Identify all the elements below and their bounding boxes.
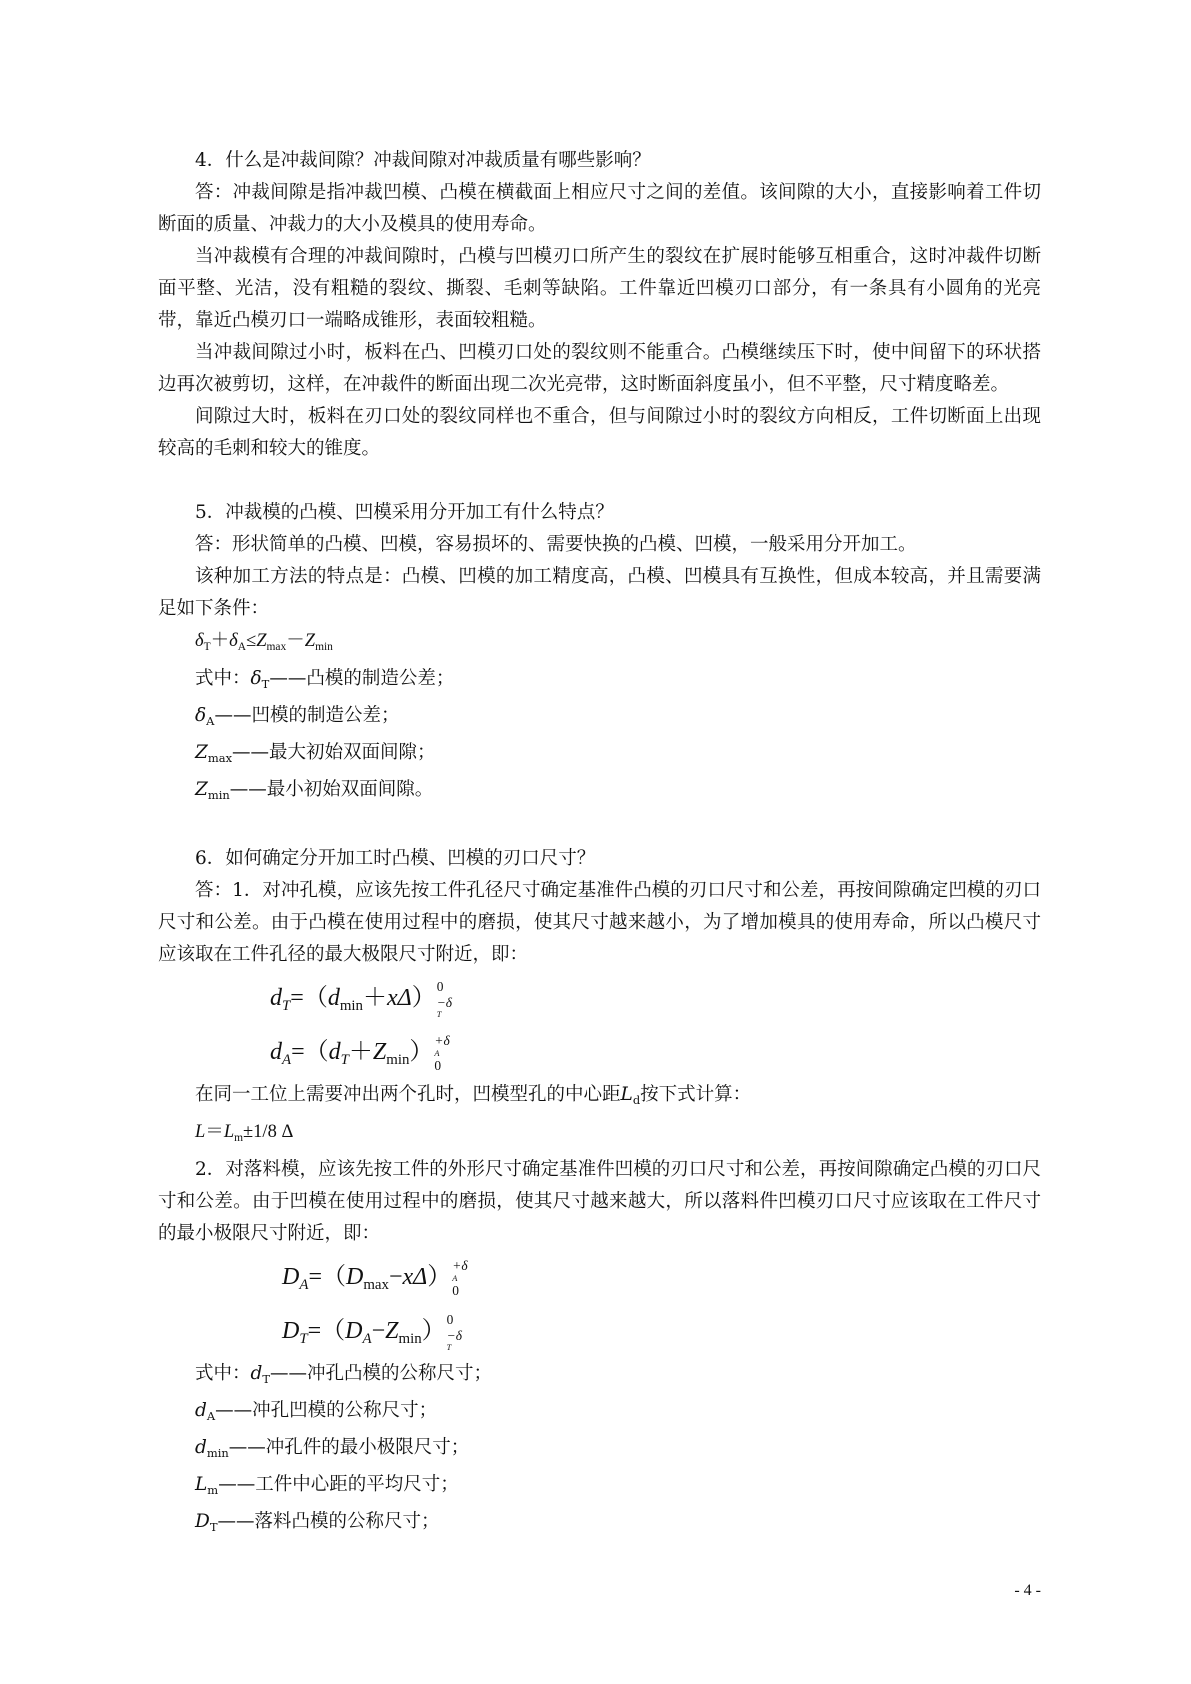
answer-6-paragraph-1: 答：1．对冲孔模，应该先按工件孔径尺寸确定基准件凸模的刃口尺寸和公差，再按间隙确定凹模的刃口尺寸和公差。由于凸模在使用过程中的磨损，使其尺寸越来越小，为了增加模具的使用寿命，所以凸模尺寸应该取在工件孔径的最大极限尺寸附近，即： [158,880,1041,965]
formula-center-distance: $L=L_m\pm 1/8$ Δ [195,1122,294,1144]
legend-item: $Z_{min}——$最小初始双面间隙。 [195,779,434,802]
answer-4-paragraph-3: 当冲裁间隙过小时，板料在凸、凹模刃口处的裂纹则不能重合。凸模继续压下时，使中间留下的环状搭边再次被剪切，这样，在冲裁件的断面出现二次光亮带，这时断面斜度虽小，但不平整，尺寸精度略差。 [158,342,1041,395]
question-6-heading: 6．如何确定分开加工时凸模、凹模的刃口尺寸？ [195,848,596,869]
legend-item: $D_T——$落料凸模的公称尺寸； [195,1511,440,1534]
tolerance-condition-formula: $\delta_T+\delta_A\le Z_{max}-Z_{min}$ [195,631,333,653]
answer-4-paragraph-1: 答：冲裁间隙是指冲裁凹模、凸模在横截面上相应尺寸之间的差值。该间隙的大小，直接影响着工件切断面的质量、冲裁力的大小及模具的使用寿命。 [158,182,1041,235]
center-distance-note: 在同一工位上需要冲出两个孔时，凹模型孔的中心距$L_d$按下式计算： [195,1084,752,1107]
answer-5-paragraph-2: 该种加工方法的特点是：凸模、凹模的加工精度高，凸模、凹模具有互换性，但成本较高，并且需要满足如下条件： [158,566,1041,619]
page-number: - 4 - [1014,1582,1041,1599]
formula-punch-dT: $d_T=(d_{min}+x\Delta)$ 0 −δ T [270,979,453,1020]
answer-4-paragraph-2: 当冲裁模有合理的冲裁间隙时，凸模与凹模刃口所产生的裂纹在扩展时能够互相重合，这时冲裁件切断面平整、光洁，没有粗糙的裂纹、撕裂、毛刺等缺陷。工件靠近凹模刃口部分，有一条具有小圆角的光亮带，靠近凸模刃口一端略成锥形，表面较粗糙。 [158,246,1041,331]
formula-blanking-DA: $D_A=(D_{max}-x\Delta)$ +δ A 0 [282,1258,468,1299]
legend-item: 式中：$\delta_T——$凸模的制造公差； [195,668,455,691]
question-4-heading: 4．什么是冲裁间隙？冲裁间隙对冲裁质量有哪些影响？ [195,150,651,171]
legend-item: $\delta_A——$凹模的制造公差； [195,705,400,728]
formula-die-dA: $d_A=(d_T+Z_{min})$ +δ A 0 [270,1033,450,1074]
legend-item: 式中：$d_T——$冲孔凸模的公称尺寸； [195,1363,493,1386]
question-5-heading: 5．冲裁模的凸模、凹模采用分开加工有什么特点？ [195,502,614,523]
legend-item: $d_A——$冲孔凹模的公称尺寸； [195,1400,438,1423]
answer-6-paragraph-2: 2．对落料模，应该先按工件的外形尺寸确定基准件凹模的刃口尺寸和公差，再按间隙确定凸模的刃口尺寸和公差。由于凹模在使用过程中的磨损，使其尺寸越来越大，所以落料件凹模刃口尺寸应该取在工件尺寸的最小极限尺寸附近，即： [158,1159,1041,1244]
legend-item: $d_{min}——$冲孔件的最小极限尺寸； [195,1437,470,1460]
answer-4-paragraph-4: 间隙过大时，板料在刃口处的裂纹同样也不重合，但与间隙过小时的裂纹方向相反，工件切断面上出现较高的毛刺和较大的锥度。 [158,406,1041,459]
answer-5-paragraph-1: 答：形状简单的凸模、凹模，容易损坏的、需要快换的凸模、凹模，一般采用分开加工。 [195,534,917,555]
formula-blanking-DT: $D_T=(D_A-Z_{min})$ 0 −δ T [282,1312,462,1353]
legend-item: $Z_{max}——$最大初始双面间隙； [195,742,436,765]
legend-item: $L_m——$工件中心距的平均尺寸； [195,1474,459,1497]
